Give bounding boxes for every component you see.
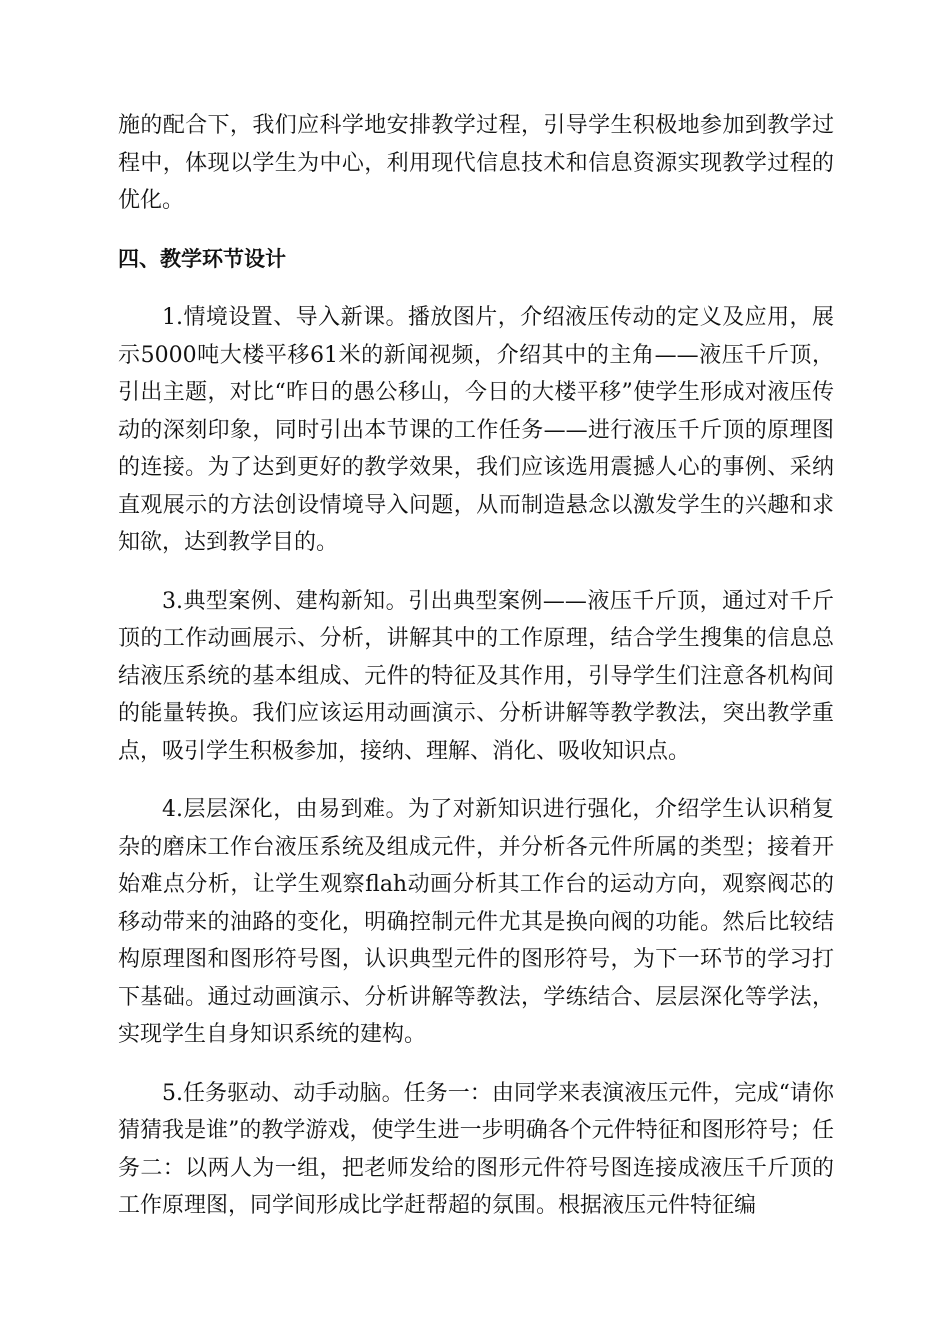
section-heading: 四、教学环节设计 (118, 246, 286, 271)
document-body (118, 107, 834, 1225)
paragraph-deepening: 4.层层深化，由易到难。为了对新知识进行强化，介绍学生认识稍复杂的磨床工作台液压系统及组成元件，并分析各元件所属的类型；接着开始难点分析，让学生观察flah动画分析其工作台的运动方向，观察阀芯的移动带来的油路的变化，明确控制元件尤其是换向阀的功能。然后比较结构原理图和图形符号图，认识典型元件的图形符号，为下一环节的学习打下基础。通过动画演示、分析讲解等教法，学练结合、层层深化等学法，实现学生自身知识系统的建构。 (118, 797, 834, 1047)
paragraph-situation-setup: 1.情境设置、导入新课。播放图片，介绍液压传动的定义及应用，展示5000吨大楼平移61米的新闻视频，介绍其中的主角——液压千斤顶，引出主题，对比“昨日的愚公移山，今日的大楼平移”使学生形成对液压传动的深刻印象，同时引出本节课的工作任务——进行液压千斤顶的原理图的连接。为了达到更好的教学效果，我们应该选用震撼人心的事例、采纳直观展示的方法创设情境导入问题，从而制造悬念以激发学生的兴趣和求知欲，达到教学目的。 (118, 305, 834, 555)
paragraph-typical-case: 3.典型案例、建构新知。引出典型案例——液压千斤顶，通过对千斤顶的工作动画展示、分析，讲解其中的工作原理，结合学生搜集的信息总结液压系统的基本组成、元件的特征及其作用，引导学生们注意各机构间的能量转换。我们应该运用动画演示、分析讲解等教学教法，突出教学重点，吸引学生积极参加，接纳、理解、消化、吸收知识点。 (118, 588, 834, 764)
paragraph-task-driven: 5.任务驱动、动手动脑。任务一：由同学来表演液压元件，完成“请你猜猜我是谁”的教学游戏，使学生进一步明确各个元件特征和图形符号；任务二：以两人为一组，把老师发给的图形元件符号图连接成液压千斤顶的工作原理图，同学间形成比学赶帮超的氛围。根据液压元件特征编 (118, 1080, 834, 1218)
paragraph-intro: 施的配合下，我们应科学地安排教学过程，引导学生积极地参加到教学过程中，体现以学生为中心，利用现代信息技术和信息资源实现教学过程的优化。 (118, 113, 834, 213)
